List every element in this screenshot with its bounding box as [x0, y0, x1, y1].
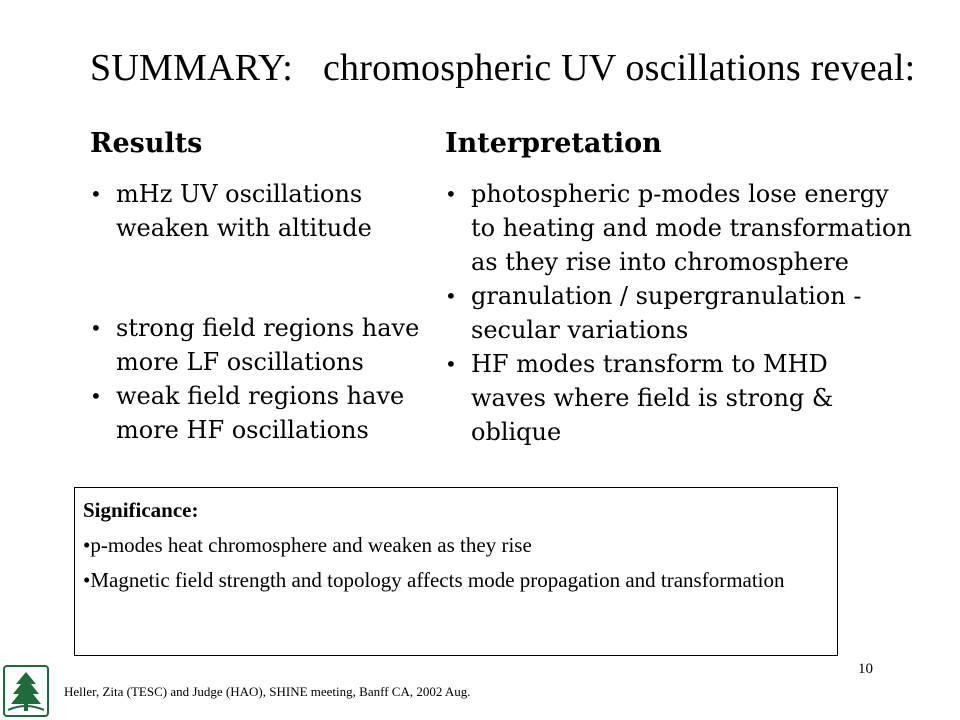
results-item-3-line-2: more HF oscillations	[116, 416, 369, 444]
interpretation-item-1-line-3: as they rise into chromosphere	[471, 248, 849, 276]
bullet-icon: •	[445, 352, 457, 376]
results-column	[90, 128, 430, 447]
tree-logo-icon	[2, 664, 50, 718]
results-item-2-line-2: more LF oscillations	[116, 348, 364, 376]
significance-title: Significance:	[83, 498, 199, 522]
results-item-1	[90, 177, 430, 245]
significance-point-2: •Magnetic field strength and topology affects mode propagation and transformation	[83, 568, 785, 592]
bullet-icon: •	[90, 182, 102, 206]
results-heading: Results	[90, 128, 203, 159]
interpretation-column	[445, 128, 925, 449]
title-prefix: SUMMARY:	[90, 47, 293, 89]
interpretation-item-3	[445, 347, 925, 449]
interpretation-item-1-line-1: photospheric p-modes lose energy	[471, 180, 889, 208]
interpretation-item-2-line-2: secular variations	[471, 316, 689, 344]
footer-citation: Heller, Zita (TESC) and Judge (HAO), SHINE meeting, Banff CA, 2002 Aug.	[64, 684, 471, 699]
interpretation-item-1	[445, 177, 925, 279]
significance-point-1: •p-modes heat chromosphere and weaken as they rise	[83, 533, 532, 557]
interpretation-item-2	[445, 279, 925, 347]
interpretation-item-3-line-1: HF modes transform to MHD	[471, 350, 828, 378]
title-rest: chromospheric UV oscillations reveal:	[322, 47, 916, 89]
bullet-icon: •	[445, 182, 457, 206]
results-item-2	[90, 311, 430, 379]
bullet-icon: •	[90, 384, 102, 408]
interpretation-item-2-line-1: granulation / supergranulation -	[471, 282, 862, 310]
results-item-2-line-1: strong field regions have	[116, 314, 420, 342]
slide-title	[90, 46, 915, 90]
interpretation-heading: Interpretation	[445, 128, 662, 159]
significance-box	[74, 487, 838, 656]
bullet-icon: •	[445, 284, 457, 308]
interpretation-item-3-line-3: oblique	[471, 418, 562, 446]
results-item-3-line-1: weak field regions have	[116, 382, 405, 410]
results-item-1-line-1: mHz UV oscillations	[116, 180, 363, 208]
interpretation-item-1-line-2: to heating and mode transformation	[471, 214, 912, 242]
results-item-1-line-2: weaken with altitude	[116, 214, 372, 242]
results-item-3	[90, 379, 430, 447]
interpretation-item-3-line-2: waves where field is strong &	[471, 384, 834, 412]
page-number: 10	[858, 661, 873, 677]
bullet-icon: •	[90, 316, 102, 340]
